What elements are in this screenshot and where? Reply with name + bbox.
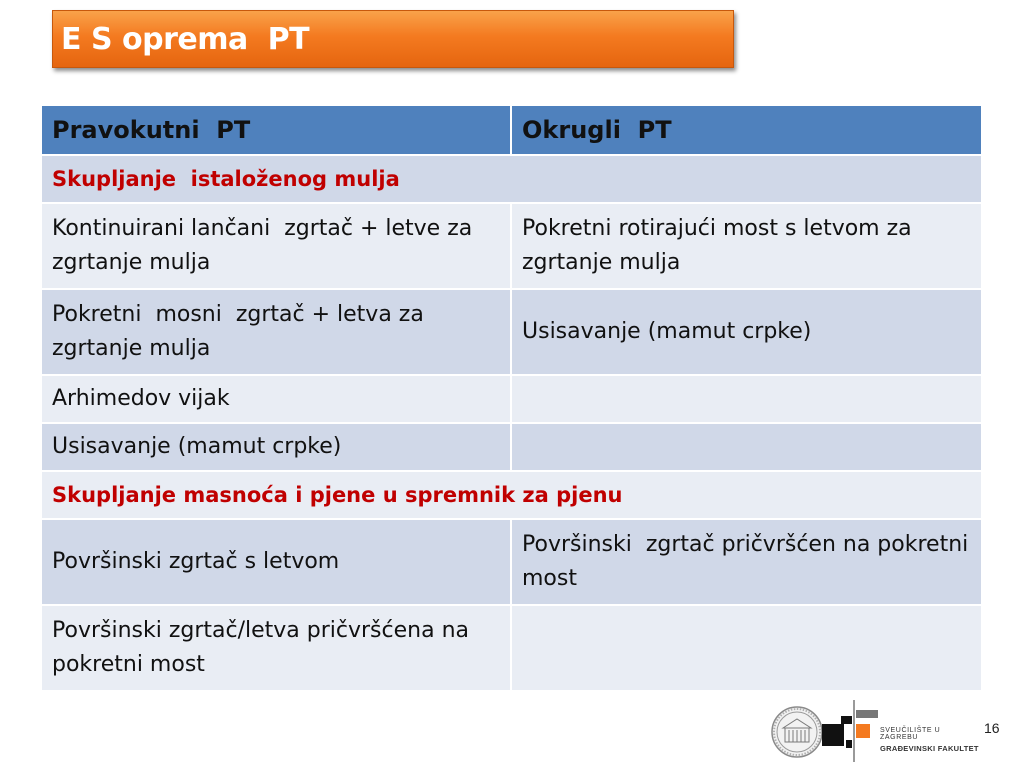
table-cell-right: Usisavanje (mamut crpke) — [511, 289, 982, 375]
table-cell-left: Površinski zgrtač s letvom — [41, 519, 511, 605]
section-row — [41, 471, 982, 519]
table-cell-right — [511, 375, 982, 423]
slide-title: E S oprema PT — [52, 10, 734, 68]
page-number: 16 — [984, 720, 1000, 736]
table-cell-left: Arhimedov vijak — [41, 375, 511, 423]
faculty-mark-icon — [822, 700, 878, 762]
table-cell-left: Površinski zgrtač/letva pričvršćena na pokretni most — [41, 605, 511, 691]
table-row — [41, 203, 982, 289]
faculty-name: GRAĐEVINSKI FAKULTET — [880, 744, 979, 753]
table-row — [41, 423, 982, 471]
table-row — [41, 289, 982, 375]
table-cell-right: Površinski zgrtač pričvršćen na pokretni most — [511, 519, 982, 605]
table-cell-left: Usisavanje (mamut crpke) — [41, 423, 511, 471]
header-circular: Okrugli PT — [511, 105, 982, 155]
table-cell-left: Kontinuirani lančani zgrtač + letve za zgrtanje mulja — [41, 203, 511, 289]
table-row — [41, 519, 982, 605]
university-name: SVEUČILIŠTE U ZAGREBU — [880, 727, 941, 741]
table-header-row — [41, 105, 982, 155]
table-cell-right: Pokretni rotirajući most s letvom za zgrtanje mulja — [511, 203, 982, 289]
table-cell-right — [511, 423, 982, 471]
section-sludge-collection: Skupljanje istaloženog mulja — [41, 155, 982, 203]
table-row — [41, 605, 982, 691]
university-seal-icon — [772, 707, 822, 757]
table-row — [41, 375, 982, 423]
table-cell-right — [511, 605, 982, 691]
table-cell-left: Pokretni mosni zgrtač + letva za zgrtanje mulja — [41, 289, 511, 375]
section-row — [41, 155, 982, 203]
section-grease-foam: Skupljanje masnoća i pjene u spremnik za pjenu — [41, 471, 982, 519]
header-rectangular: Pravokutni PT — [41, 105, 511, 155]
equipment-table — [40, 104, 983, 692]
faculty-logo-text — [880, 727, 980, 753]
